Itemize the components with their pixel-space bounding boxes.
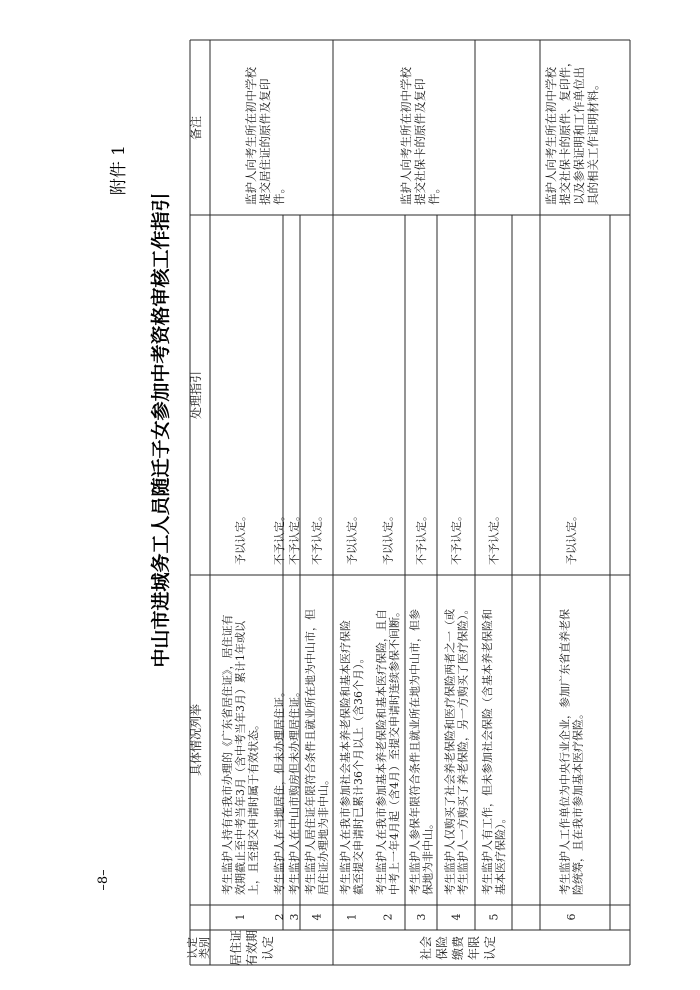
remark-text: 提交居住证的原件及复印 — [258, 78, 272, 205]
situation-text: 考生监护人工作单位为中央行业企业，参加广东省直养老保 — [558, 609, 572, 895]
annex-label: 附件 1 — [109, 145, 129, 196]
situation-text: 考生监护人仅购买了社会养老保险和医疗保险两者之一（或 — [443, 609, 457, 895]
situation-text: 考生监护人在我市参加社会基本养老保险和基本医疗保险 — [339, 620, 352, 895]
situation-text: 考生监护人一方购买了养老保险，另一方购买了医疗保险）。 — [456, 603, 470, 895]
situation-text: 考生监护人在我市参加基本养老保险和基本医疗保险，且自 — [375, 609, 388, 895]
header-guide: 处理指引 — [189, 370, 203, 420]
situation-text: 考生监护人在当地居住，但未办理居住证。 — [273, 686, 286, 895]
situation-text: 居住证办理地为非中山。 — [317, 774, 330, 895]
remark-text: 监护人向考生所在初中学校 — [544, 67, 558, 205]
category-label: 缴费 — [451, 935, 465, 961]
category-label: 认定 — [483, 935, 497, 961]
situation-text: 截至提交申请时已累计36个月以上（含36个月）。 — [352, 652, 365, 895]
guide-text: 予以认定。 — [565, 510, 578, 565]
row-number: 2 — [381, 913, 395, 921]
category-label: 保险 — [435, 935, 449, 961]
category-label: 认定 — [261, 935, 275, 961]
situation-text: 基本医疗保险）。 — [494, 812, 507, 895]
situation-text: 中考上一年4月起（含4月）至提交申请时连续参保不间断。 — [388, 606, 401, 895]
row-number: 2 — [273, 913, 286, 921]
row-number: 1 — [234, 913, 247, 921]
remark-text: 件。 — [272, 182, 286, 205]
remark-text: 提交社保卡的原件及复印 — [413, 78, 427, 205]
row-number: 4 — [310, 913, 324, 921]
remark-text: 以及参保证明和工作单位出 — [572, 67, 586, 205]
header-category-a: 认定 — [186, 937, 199, 959]
category-label: 居住证 — [229, 929, 243, 967]
row-number: 3 — [415, 913, 428, 921]
remark-text: 提交社保卡的原件、复印件， — [558, 55, 572, 205]
guide-text: 不予认定。 — [415, 510, 428, 565]
situation-text: 效期截止至中考当年3月（含中考当年3月）累计1年或以 — [234, 621, 247, 895]
situation-text: 考生监护人在中山市购房但未办理居住证。 — [288, 686, 301, 895]
table-cells — [185, 56, 600, 967]
row-number: 3 — [288, 913, 301, 921]
page-number: –8– — [96, 869, 111, 891]
situation-text: 考生监护人参保年限符合条件且就业所在地为中山市，但参 — [408, 609, 422, 895]
guide-text: 不予认定。 — [310, 510, 324, 565]
category-label: 年限 — [467, 935, 481, 961]
header-category-b: 类别 — [198, 937, 211, 959]
guide-text: 予以认定。 — [381, 510, 395, 565]
row-number: 4 — [450, 913, 463, 921]
remark-text: 具的相关工作证明材料。 — [586, 78, 600, 205]
situation-text: 保地为非中山。 — [421, 818, 435, 895]
guide-text: 不予认定。 — [487, 510, 501, 565]
situation-text: 考生监护人有工作，但未参加社会保险（含基本养老保险和 — [481, 609, 494, 895]
remark-text: 件。 — [427, 182, 441, 205]
row-number: 5 — [487, 913, 501, 921]
guide-text: 予以认定。 — [234, 510, 247, 565]
situation-text: 险统筹，且在我市参加基本医疗保险。 — [571, 708, 585, 895]
remark-text: 监护人向考生所在初中学校 — [399, 67, 413, 205]
guide-text: 不予认定。 — [288, 510, 301, 565]
situation-text: 考生监护人居住证年限符合条件且就业所在地为中山市，但 — [304, 609, 317, 895]
guide-text: 不予认定。 — [273, 510, 286, 565]
category-label: 有效期 — [245, 929, 259, 967]
situation-text: 上，且至提交申请时属于有效状态。 — [247, 719, 260, 895]
category-label: 社会 — [419, 935, 433, 961]
guide-text: 不予认定。 — [450, 510, 463, 565]
guide-text: 予以认定。 — [345, 510, 359, 565]
document-title: 中山市进城务工人员随迁子女参加中考资格审核工作指引 — [150, 192, 172, 668]
row-number: 6 — [565, 913, 578, 921]
remark-text: 监护人向考生所在初中学校 — [244, 67, 258, 205]
situation-text: 考生监护人持有在我市办理的《广东省居住证》，居住证有 — [221, 614, 234, 895]
header-remarks: 备注 — [189, 115, 203, 141]
row-number: 1 — [345, 913, 359, 921]
header-situations: 具体情况列举 — [189, 703, 203, 777]
